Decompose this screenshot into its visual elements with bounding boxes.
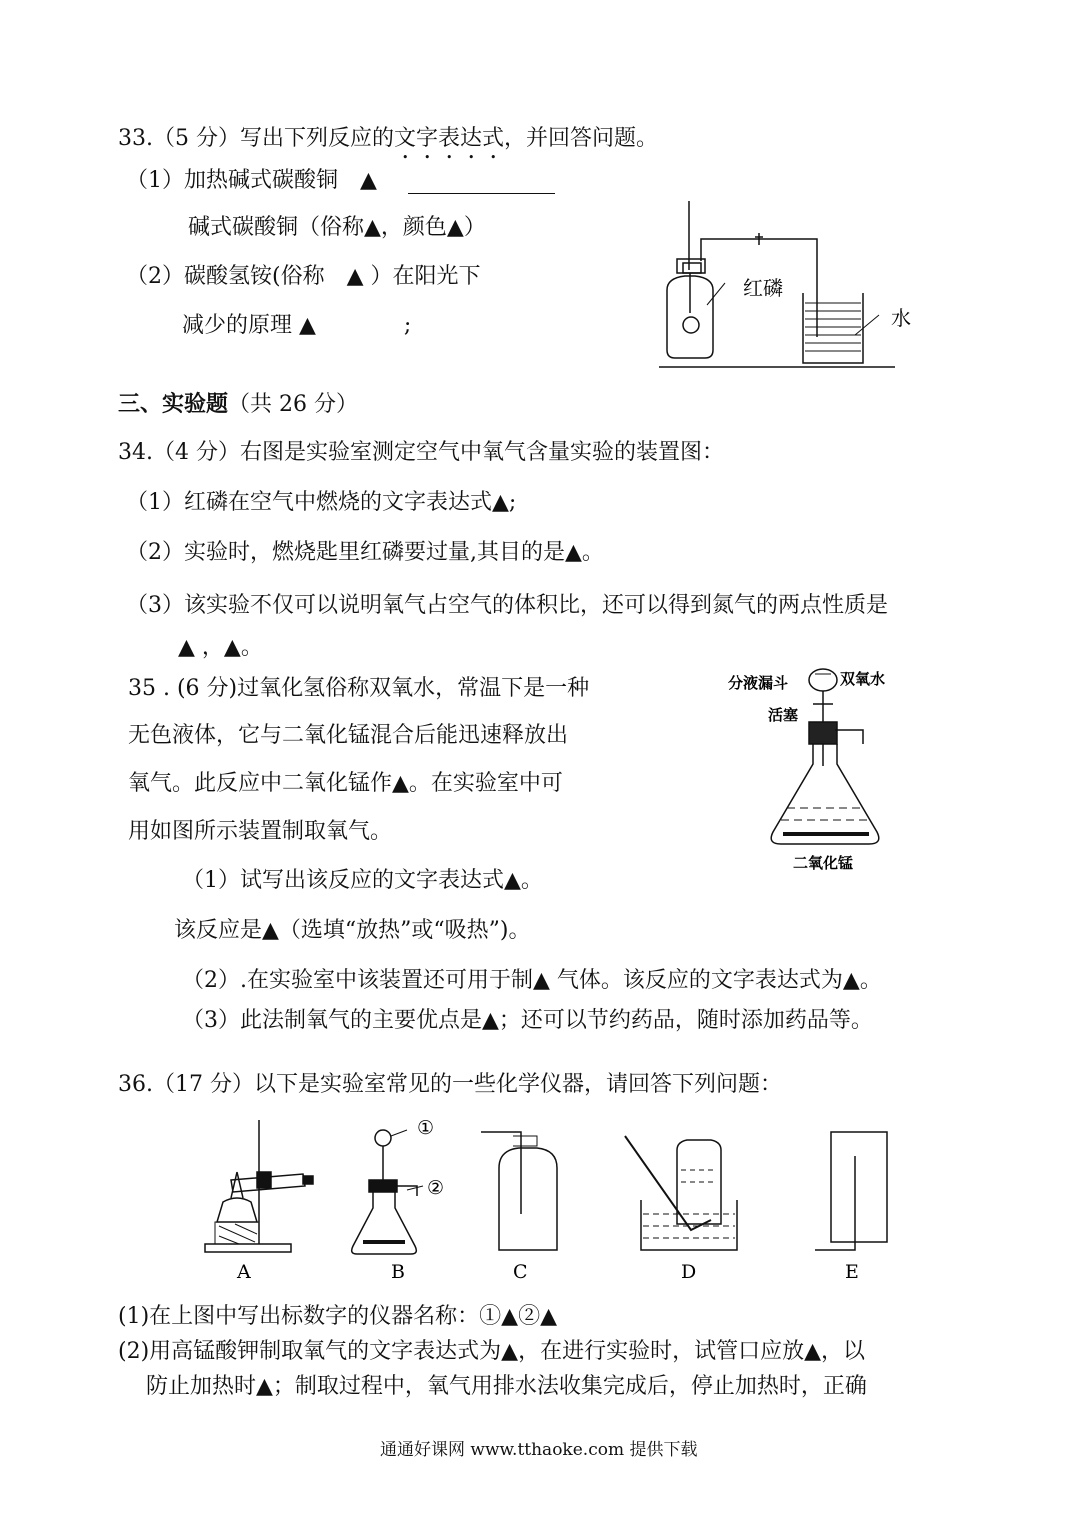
- label-red-phosphorus: 红磷: [743, 276, 783, 300]
- marker-1: ①: [417, 1117, 435, 1139]
- section-3-heading: 三、实验题（共 26 分）: [118, 392, 358, 417]
- q33-line-2: 碱式碳酸铜（俗称▲，颜色▲）: [188, 215, 486, 240]
- q35-line-3: 氧气。此反应中二氧化锰作▲。在实验室中可: [128, 771, 563, 796]
- q33-heading: 33.（5 分）写出下列反应的文字表达式，并回答问题。: [118, 126, 659, 151]
- q35-line-4: 用如图所示装置制取氧气。: [128, 819, 393, 844]
- q36-line-1: (1)在上图中写出标数字的仪器名称：①▲②▲: [118, 1304, 558, 1329]
- q34-line-3: （3）该实验不仅可以说明氧气占空气的体积比，还可以得到氮气的两点性质是: [126, 593, 888, 618]
- q36-line-2: (2)用高锰酸钾制取氧气的文字表达式为▲，在进行实验时，试管口应放▲，以: [118, 1339, 866, 1364]
- label-water: 水: [891, 306, 911, 330]
- q35-line-1: 35 . (6 分)过氧化氢俗称双氧水，常温下是一种: [128, 676, 590, 701]
- q33-line-4: 减少的原理 ▲ ;: [182, 313, 412, 338]
- q35-line-6: 该反应是▲（选填“放热”或“吸热”)。: [174, 918, 531, 943]
- hydrogen-peroxide-apparatus-figure: [725, 660, 925, 875]
- label-D: D: [681, 1261, 697, 1283]
- q34-heading: 34.（4 分）右图是实验室测定空气中氧气含量实验的装置图：: [118, 440, 724, 465]
- q35-line-7: （2）.在实验室中该装置还可用于制▲ 气体。该反应的文字表达式为▲。: [182, 968, 882, 993]
- label-C: C: [513, 1261, 528, 1283]
- q33-line-1: （1）加热碱式碳酸铜 ▲: [126, 168, 377, 193]
- label-A: A: [237, 1261, 251, 1283]
- answer-underline: [408, 193, 555, 194]
- lab-instruments-figure: [195, 1110, 915, 1285]
- q34-line-2: （2）实验时，燃烧匙里红磷要过量,其目的是▲。: [126, 540, 604, 565]
- q36-heading: 36.（17 分）以下是实验室常见的一些化学仪器，请回答下列问题：: [118, 1072, 782, 1097]
- q34-line-1: （1）红磷在空气中燃烧的文字表达式▲;: [126, 490, 517, 515]
- marker-2: ②: [427, 1177, 445, 1199]
- red-phosphorus-apparatus-figure: [655, 195, 925, 370]
- label-hydrogen-peroxide: 双氧水: [840, 670, 886, 688]
- label-manganese-dioxide: 二氧化锰: [793, 854, 854, 872]
- q35-line-2: 无色液体，它与二氧化锰混合后能迅速释放出: [128, 723, 569, 748]
- label-B: B: [391, 1261, 405, 1283]
- q35-line-5: （1）试写出该反应的文字表达式▲。: [182, 868, 543, 893]
- page-footer: 通通好课网 www.tthaoke.com 提供下载: [380, 1440, 698, 1460]
- label-stopcock: 活塞: [768, 706, 799, 724]
- label-E: E: [845, 1261, 859, 1283]
- q33-line-3: （2）碳酸氢铵(俗称 ▲ ）在阳光下: [126, 264, 481, 289]
- q35-line-8: （3）此法制氧气的主要优点是▲；还可以节约药品，随时添加药品等。: [182, 1008, 873, 1033]
- label-separatory-funnel: 分液漏斗: [728, 674, 789, 692]
- q36-line-3: 防止加热时▲；制取过程中，氧气用排水法收集完成后，停止加热时，正确: [146, 1374, 867, 1399]
- q34-line-4: ▲ ，▲。: [178, 635, 263, 660]
